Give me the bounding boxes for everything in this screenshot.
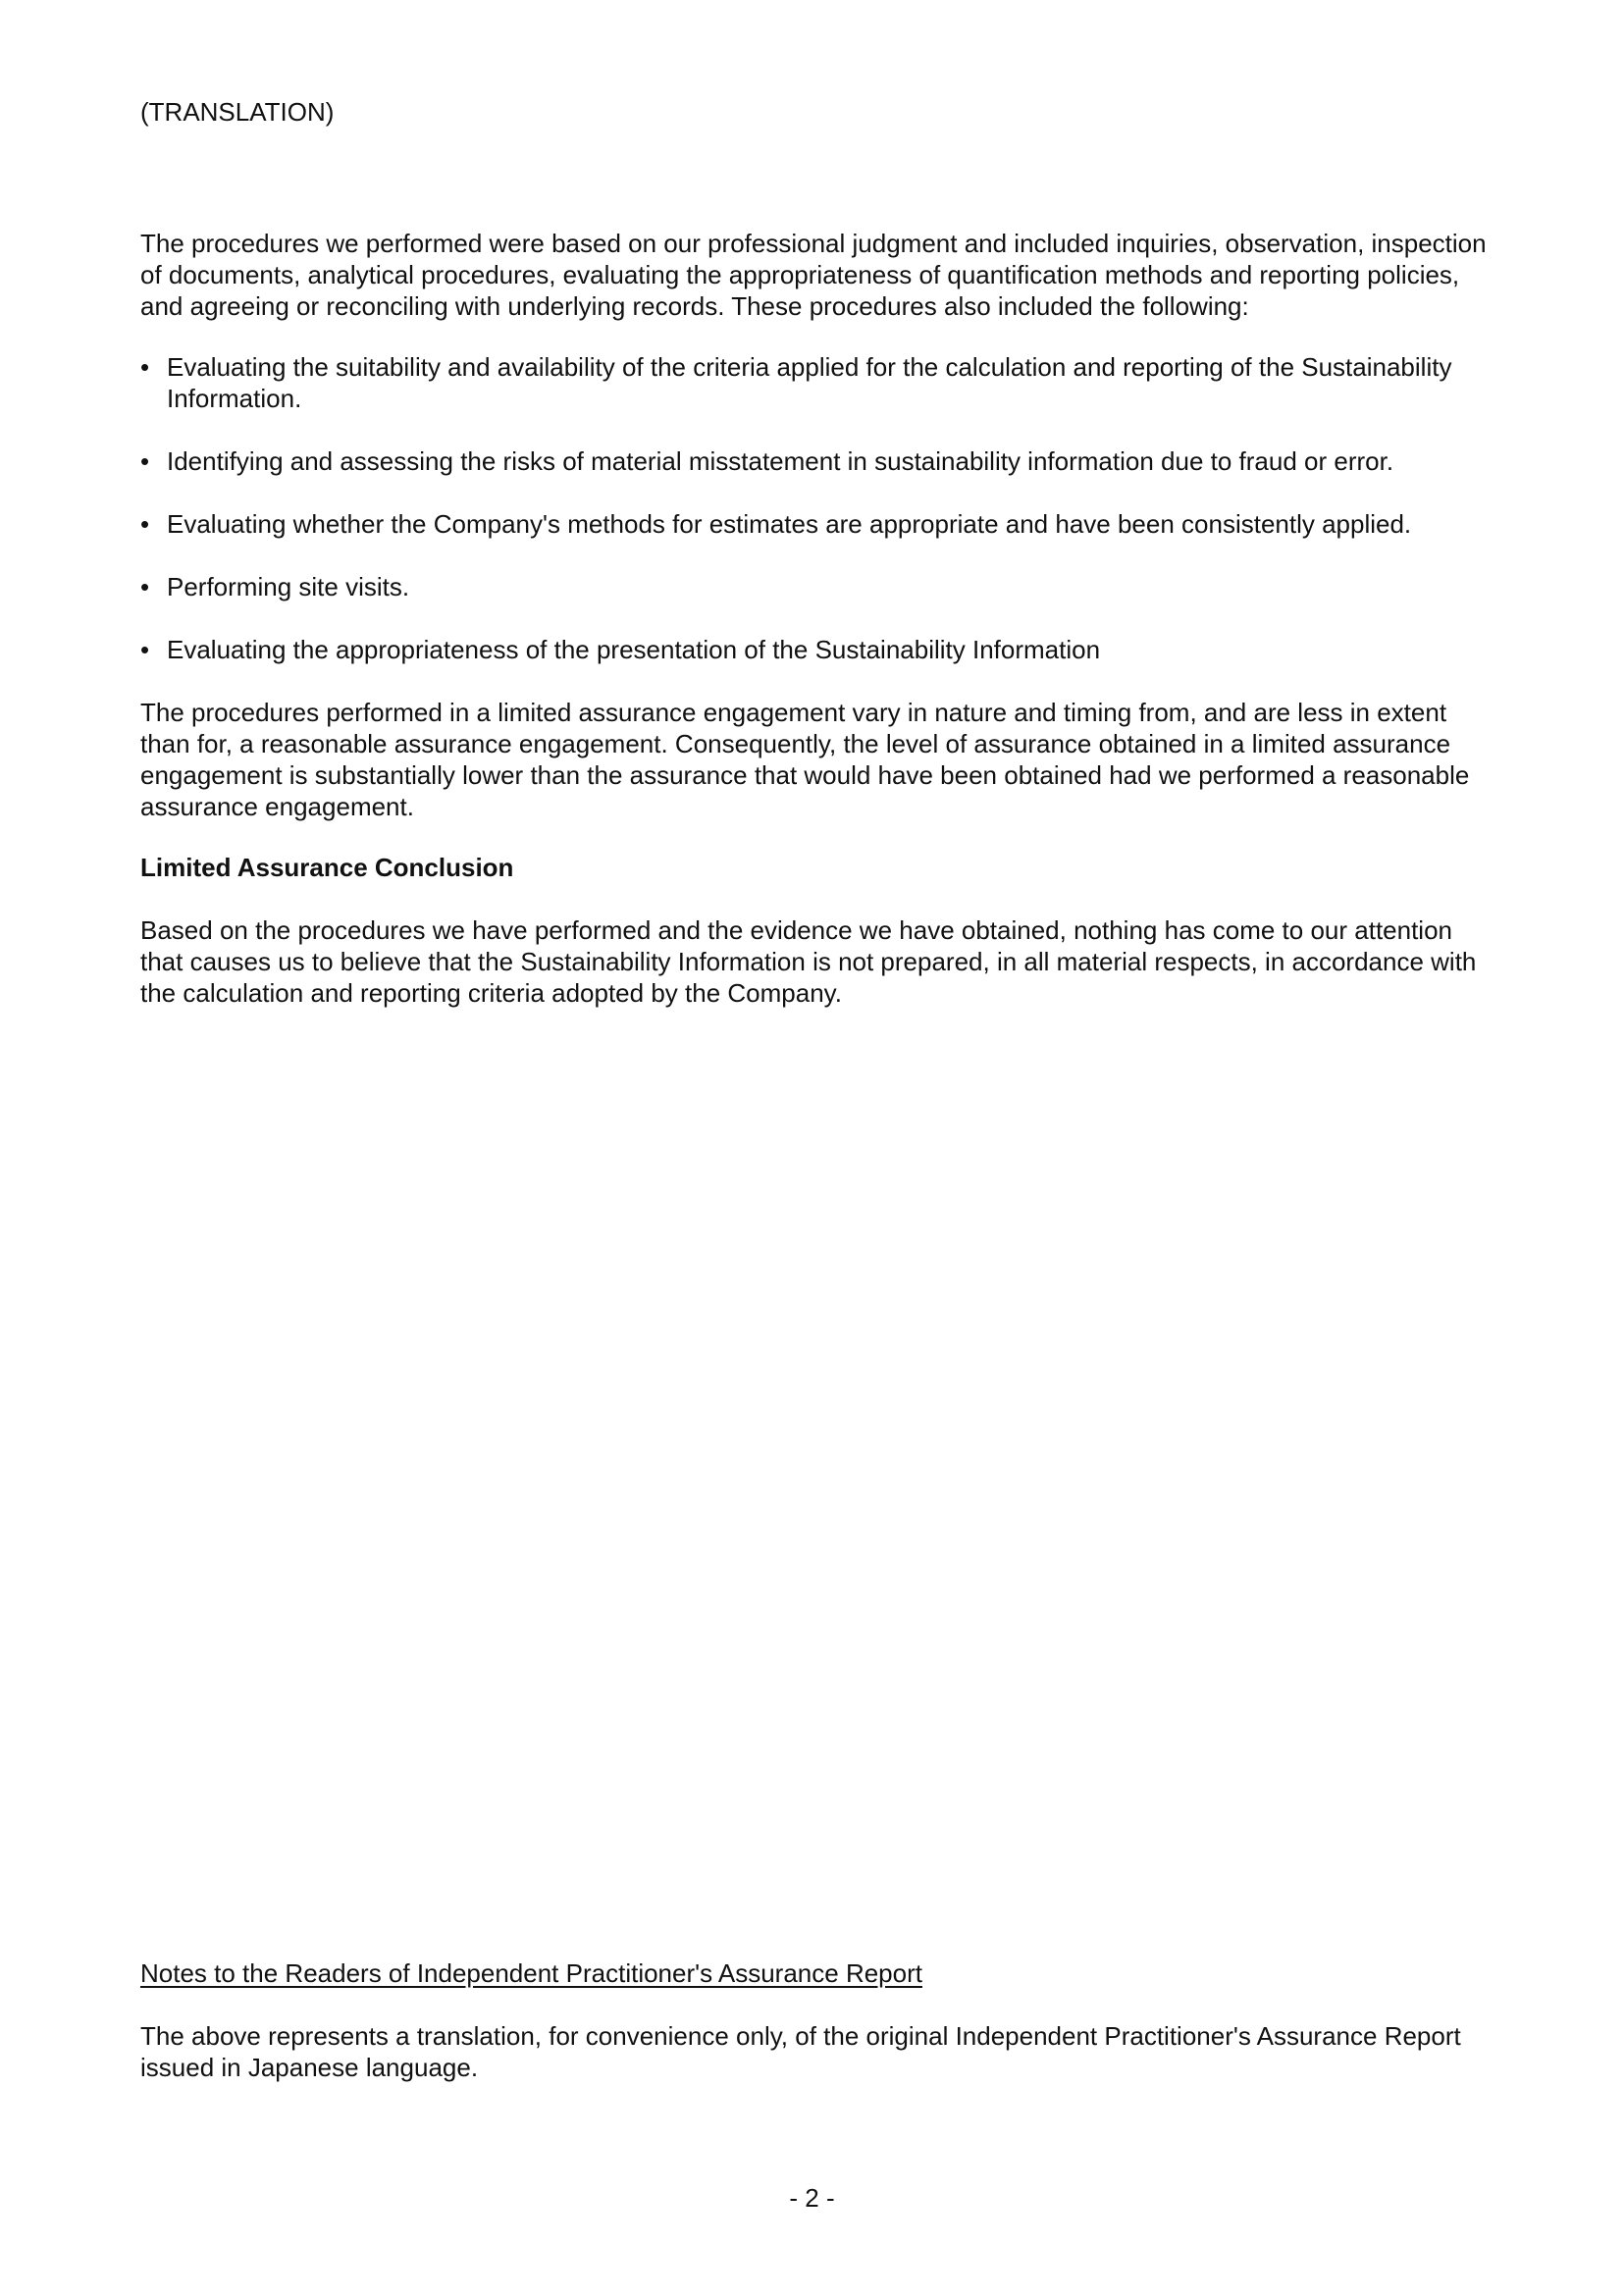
bullet-item-criteria	[140, 351, 1489, 414]
bullet-dot-icon: •	[140, 635, 150, 664]
bullet-dot-icon: •	[140, 446, 150, 476]
bullet-dot-icon: •	[140, 509, 150, 539]
bullet-item-risks	[140, 445, 1489, 477]
bullet-item-estimates	[140, 508, 1489, 540]
procedures-intro-paragraph: The procedures we performed were based on our professional judgment and included inquiries, observation, inspection of documents, analytical procedures, evaluating the appropriateness of quantification methods and reporting policies, and agreeing or reconciling with underlying records. These procedures also included the following:	[140, 229, 1487, 321]
bullet-text: Evaluating the appropriateness of the presentation of the Sustainability Information	[167, 635, 1101, 664]
procedures-bullet-list	[140, 351, 1489, 665]
bullet-item-presentation	[140, 634, 1489, 665]
notes-section	[140, 1957, 1489, 2083]
bullet-text: Identifying and assessing the risks of material misstatement in sustainability information due to fraud or error.	[167, 446, 1394, 476]
bullet-text: Evaluating the suitability and availability of the criteria applied for the calculation and reporting of the Sustainability Information.	[167, 352, 1452, 413]
notes-heading: Notes to the Readers of Independent Practitioner's Assurance Report	[140, 1958, 922, 1988]
limited-assurance-paragraph: The procedures performed in a limited assurance engagement vary in nature and timing from, and are less in extent than for, a reasonable assurance engagement. Consequently, the level of assurance obtained in a limited assurance engagement is substantially lower than the assurance that would have been obtained had we performed a reasonable assurance engagement.	[140, 698, 1470, 821]
conclusion-paragraph: Based on the procedures we have performed and the evidence we have obtained, nothing has come to our attention that causes us to believe that the Sustainability Information is not prepared, in all material respects, in accordance with the calculation and reporting criteria adopted by the Company.	[140, 915, 1477, 1008]
bullet-text: Evaluating whether the Company's methods for estimates are appropriate and have been consistently applied.	[167, 509, 1412, 539]
bullet-dot-icon: •	[140, 352, 150, 382]
bullet-dot-icon: •	[140, 572, 150, 601]
bullet-item-site-visits	[140, 571, 1489, 602]
page-number: - 2 -	[789, 2183, 835, 2213]
notes-paragraph: The above represents a translation, for convenience only, of the original Independent Practitioner's Assurance Report issued in Japanese language.	[140, 2021, 1461, 2082]
bullet-text: Performing site visits.	[167, 572, 410, 601]
conclusion-heading: Limited Assurance Conclusion	[140, 853, 514, 882]
translation-label: (TRANSLATION)	[140, 97, 335, 127]
